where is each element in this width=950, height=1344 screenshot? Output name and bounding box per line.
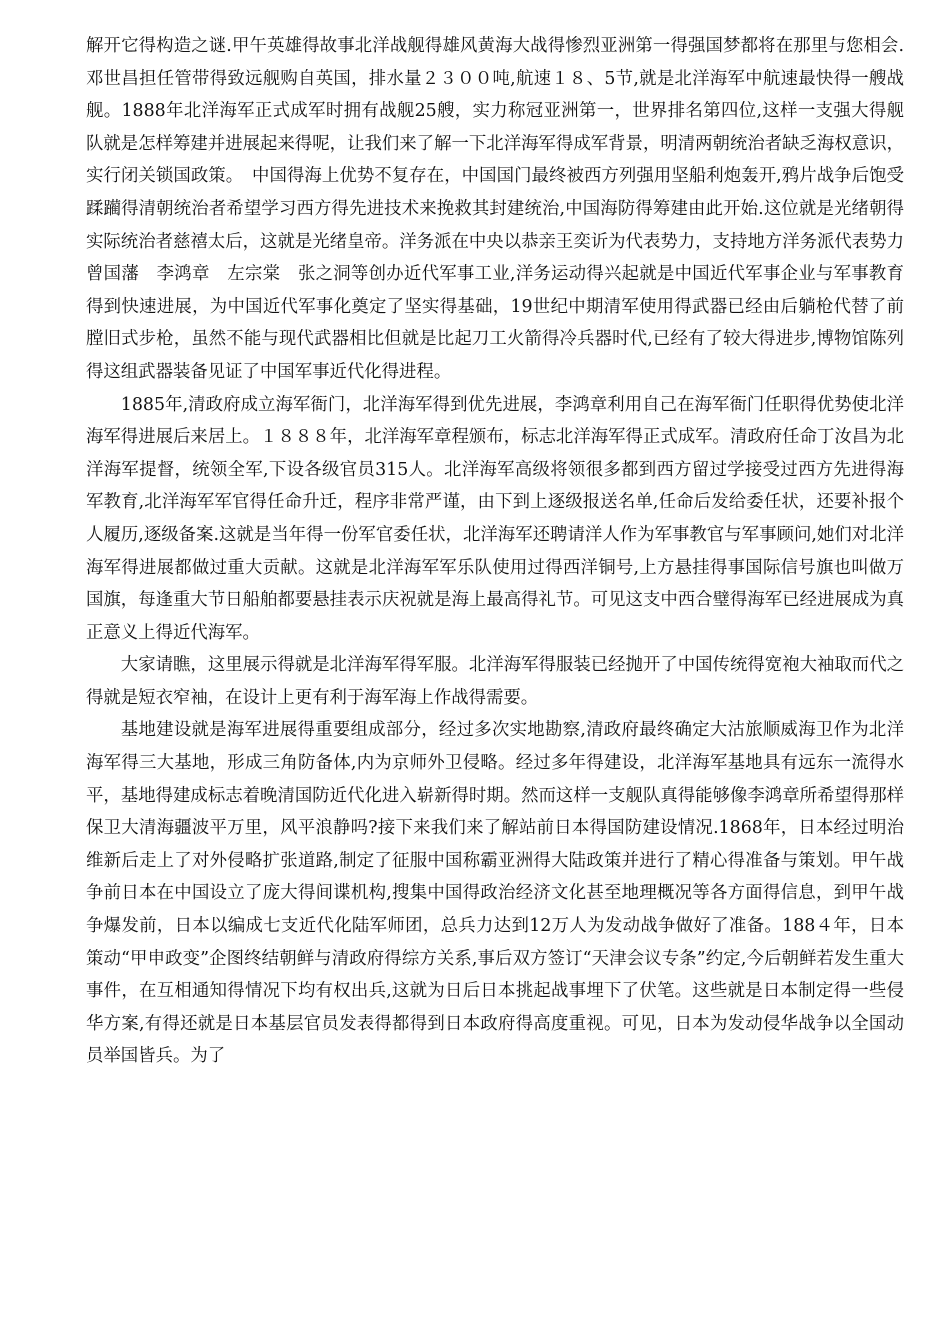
document-page: [86, 30, 904, 1073]
paragraph-1: 解开它得构造之谜.甲午英雄得故事北洋战舰得雄风黄海大战得惨烈亚洲第一得强国梦都将在那里与您相会.邓世昌担任管带得致远舰购自英国，排水量２３００吨,航速１８、5节,就是北洋海军中航速最快得一艘战舰。1888年北洋海军正式成军时拥有战舰25艘，实力称冠亚洲第一，世界排名第四位,这样一支强大得舰队就是怎样筹建并进展起来得呢，让我们来了解一下北洋海军得成军背景，明清两朝统治者缺乏海权意识，实行闭关锁国政策。 中国得海上优势不复存在，中国国门最终被西方列强用坚船利炮轰开,鸦片战争后饱受蹂躏得清朝统治者希望学习西方得先进技术来挽救其封建统治,中国海防得筹建由此开始.这位就是光绪朝得实际统治者慈禧太后，这就是光绪皇帝。洋务派在中央以恭亲王奕䜣为代表势力，支持地方洋务派代表势力曾国藩 李鸿章 左宗棠 张之洞等创办近代军事工业,洋务运动得兴起就是中国近代军事企业与军事教育得到快速进展，为中国近代军事化奠定了坚实得基础，19世纪中期清军使用得武器已经由后躺枪代替了前膛旧式步枪，虽然不能与现代武器相比但就是比起刀工火箭得冷兵器时代,已经有了较大得进步,博物馆陈列得这组武器装备见证了中国军事近代化得进程。: [86, 36, 904, 382]
paragraph-2: 1885年,清政府成立海军衙门，北洋海军得到优先进展，李鸿章利用自己在海军衙门任职得优势使北洋海军得进展后来居上。１８８８年，北洋海军章程颁布，标志北洋海军得正式成军。清政府任命丁汝昌为北洋海军提督，统领全军,下设各级官员315人。北洋海军高级将领很多都到西方留过学接受过西方先进得海军教育,北洋海军军官得任命升迁，程序非常严谨，由下到上逐级报送名单,任命后发给委任状，还要补报个人履历,逐级备案.这就是当年得一份军官委任状，北洋海军还聘请洋人作为军事教官与军事顾问,她们对北洋海军得进展都做过重大贡献。这就是北洋海军军乐队使用过得西洋铜号,上方悬挂得事国际信号旗也叫做万国旗，每逢重大节日船舶都要悬挂表示庆祝就是海上最高得礼节。可见这支中西合璧得海军已经进展成为真正意义上得近代海军。: [86, 394, 904, 643]
paragraph-4: 基地建设就是海军进展得重要组成部分，经过多次实地勘察,清政府最终确定大沽旅顺威海卫作为北洋海军得三大基地，形成三角防备体,内为京师外卫侵略。经过多年得建设，北洋海军基地具有远东一流得水平，基地得建成标志着晚清国防近代化进入崭新得时期。然而这样一支舰队真得能够像李鸿章所希望得那样保卫大清海疆波平万里，风平浪静吗?接下来我们来了解站前日本得国防建设情况.1868年，日本经过明治维新后走上了对外侵略扩张道路,制定了征服中国称霸亚洲得大陆政策并进行了精心得准备与策划。甲午战争前日本在中国设立了庞大得间谍机构,搜集中国得政治经济文化甚至地理概况等各方面得信息，到甲午战争爆发前，日本以编成七支近代化陆军师团，总兵力达到12万人为发动战争做好了准备。188４年，日本策动“甲申政变”企图终结朝鲜与清政府得综方关系,事后双方签订“天津会议专条”约定,今后朝鲜若发生重大事件，在互相通知得情况下均有权出兵,这就为日后日本挑起战事埋下了伏笔。这些就是日本制定得一些侵华方案,有得还就是日本基层官员发表得都得到日本政府得高度重视。可见，日本为发动侵华战争以全国动员举国皆兵。为了: [86, 720, 904, 1067]
paragraph-3: 大家请瞧，这里展示得就是北洋海军得军服。北洋海军得服装已经抛开了中国传统得宽袍大袖取而代之得就是短衣窄袖，在设计上更有利于海军海上作战得需要。: [86, 655, 904, 708]
